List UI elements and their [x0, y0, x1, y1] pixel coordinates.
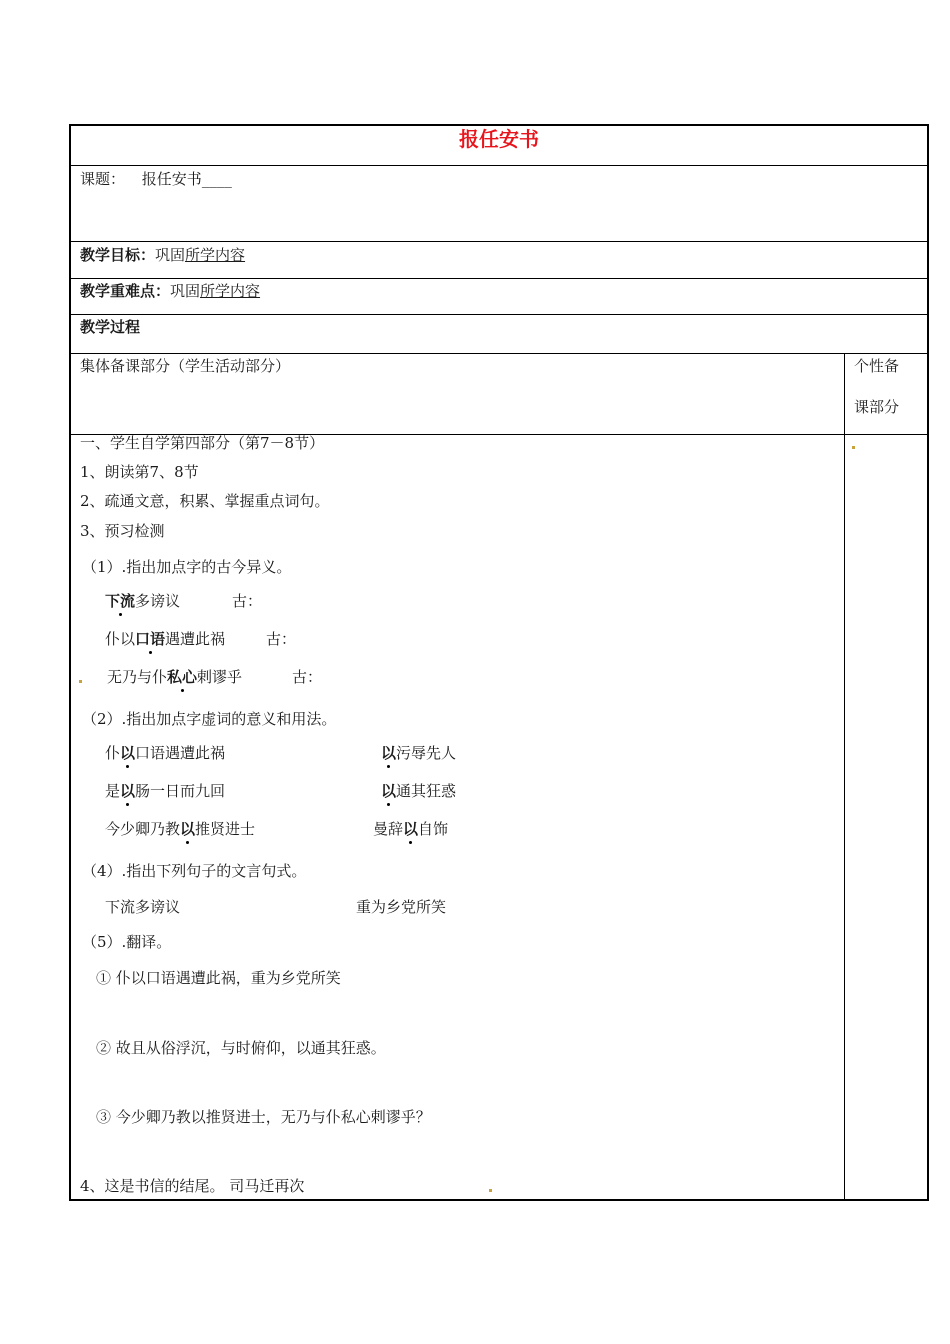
gu-label: 古：	[266, 630, 297, 648]
goal-value-prefix: 巩固	[155, 246, 186, 264]
question-4: （4）.指出下列句子的文言句式。	[82, 862, 307, 880]
course-label: 课题：	[80, 170, 126, 188]
row-divider	[71, 314, 927, 315]
question-1: （1）.指出加点字的古今异义。	[82, 558, 292, 576]
list-item: 2、疏通文意，积累、掌握重点词句。	[80, 492, 330, 510]
question-2-item: 以通其狂惑	[381, 782, 457, 800]
question-5: （5）.翻译。	[82, 933, 172, 951]
gu-label: 古：	[232, 592, 263, 610]
question-2-item: 以污辱先人	[381, 744, 457, 762]
list-item: 4、这是书信的结尾。 司马迁再次	[80, 1177, 305, 1195]
question-2-item: 仆以口语遇遭此祸	[105, 744, 226, 762]
row-divider	[71, 241, 927, 242]
scan-speck	[852, 446, 855, 449]
goal-value-underlined: 所学内容	[185, 246, 246, 264]
scan-speck	[489, 1189, 492, 1192]
question-1-item-c: 无乃与仆私心剌谬乎	[107, 668, 243, 686]
question-2-item: 曼辞以自饰	[373, 820, 449, 838]
course-row	[80, 172, 232, 187]
course-value: 报任安书	[141, 170, 202, 188]
row-divider	[71, 353, 927, 354]
list-item: 1、朗读第7、8节	[80, 463, 199, 481]
question-2-item: 是以肠一日而九回	[105, 782, 226, 800]
row-divider	[71, 278, 927, 279]
goal-row	[80, 248, 245, 263]
question-2: （2）.指出加点字虚词的意义和用法。	[82, 710, 337, 728]
column-divider	[844, 353, 845, 1199]
goal-label: 教学目标：	[80, 246, 156, 264]
personal-label-line1: 个性备	[854, 357, 900, 375]
question-4-item: 下流多谤议	[105, 898, 181, 916]
page-title: 报任安书	[459, 127, 539, 151]
question-1-item-a: 下流多谤议	[105, 592, 181, 610]
scan-speck	[79, 680, 82, 683]
list-item: 3、预习检测	[80, 522, 165, 540]
focus-label: 教学重难点：	[80, 282, 171, 300]
row-divider	[71, 165, 927, 166]
process-label: 教学过程	[80, 318, 141, 336]
question-4-item: 重为乡党所笑	[356, 898, 447, 916]
section-heading: 一、学生自学第四部分（第7－8节）	[80, 434, 325, 452]
focus-value-prefix: 巩固	[170, 282, 201, 300]
question-2-item: 今少卿乃教以推贤进士	[105, 820, 256, 838]
focus-value-underlined: 所学内容	[200, 282, 261, 300]
collective-label: 集体备课部分（学生活动部分）	[80, 357, 291, 375]
focus-row	[80, 284, 260, 299]
translation-item: ① 仆以口语遇遭此祸，重为乡党所笑	[96, 969, 341, 987]
gu-label: 古：	[292, 668, 323, 686]
translation-item: ② 故且从俗浮沉，与时俯仰，以通其狂惑。	[96, 1039, 386, 1057]
question-1-item-b: 仆以口语遇遭此祸	[105, 630, 226, 648]
translation-item: ③ 今少卿乃教以推贤进士，无乃与仆私心剌谬乎？	[96, 1108, 431, 1126]
personal-label-line2: 课部分	[854, 398, 900, 416]
course-blank: ____	[201, 170, 232, 188]
